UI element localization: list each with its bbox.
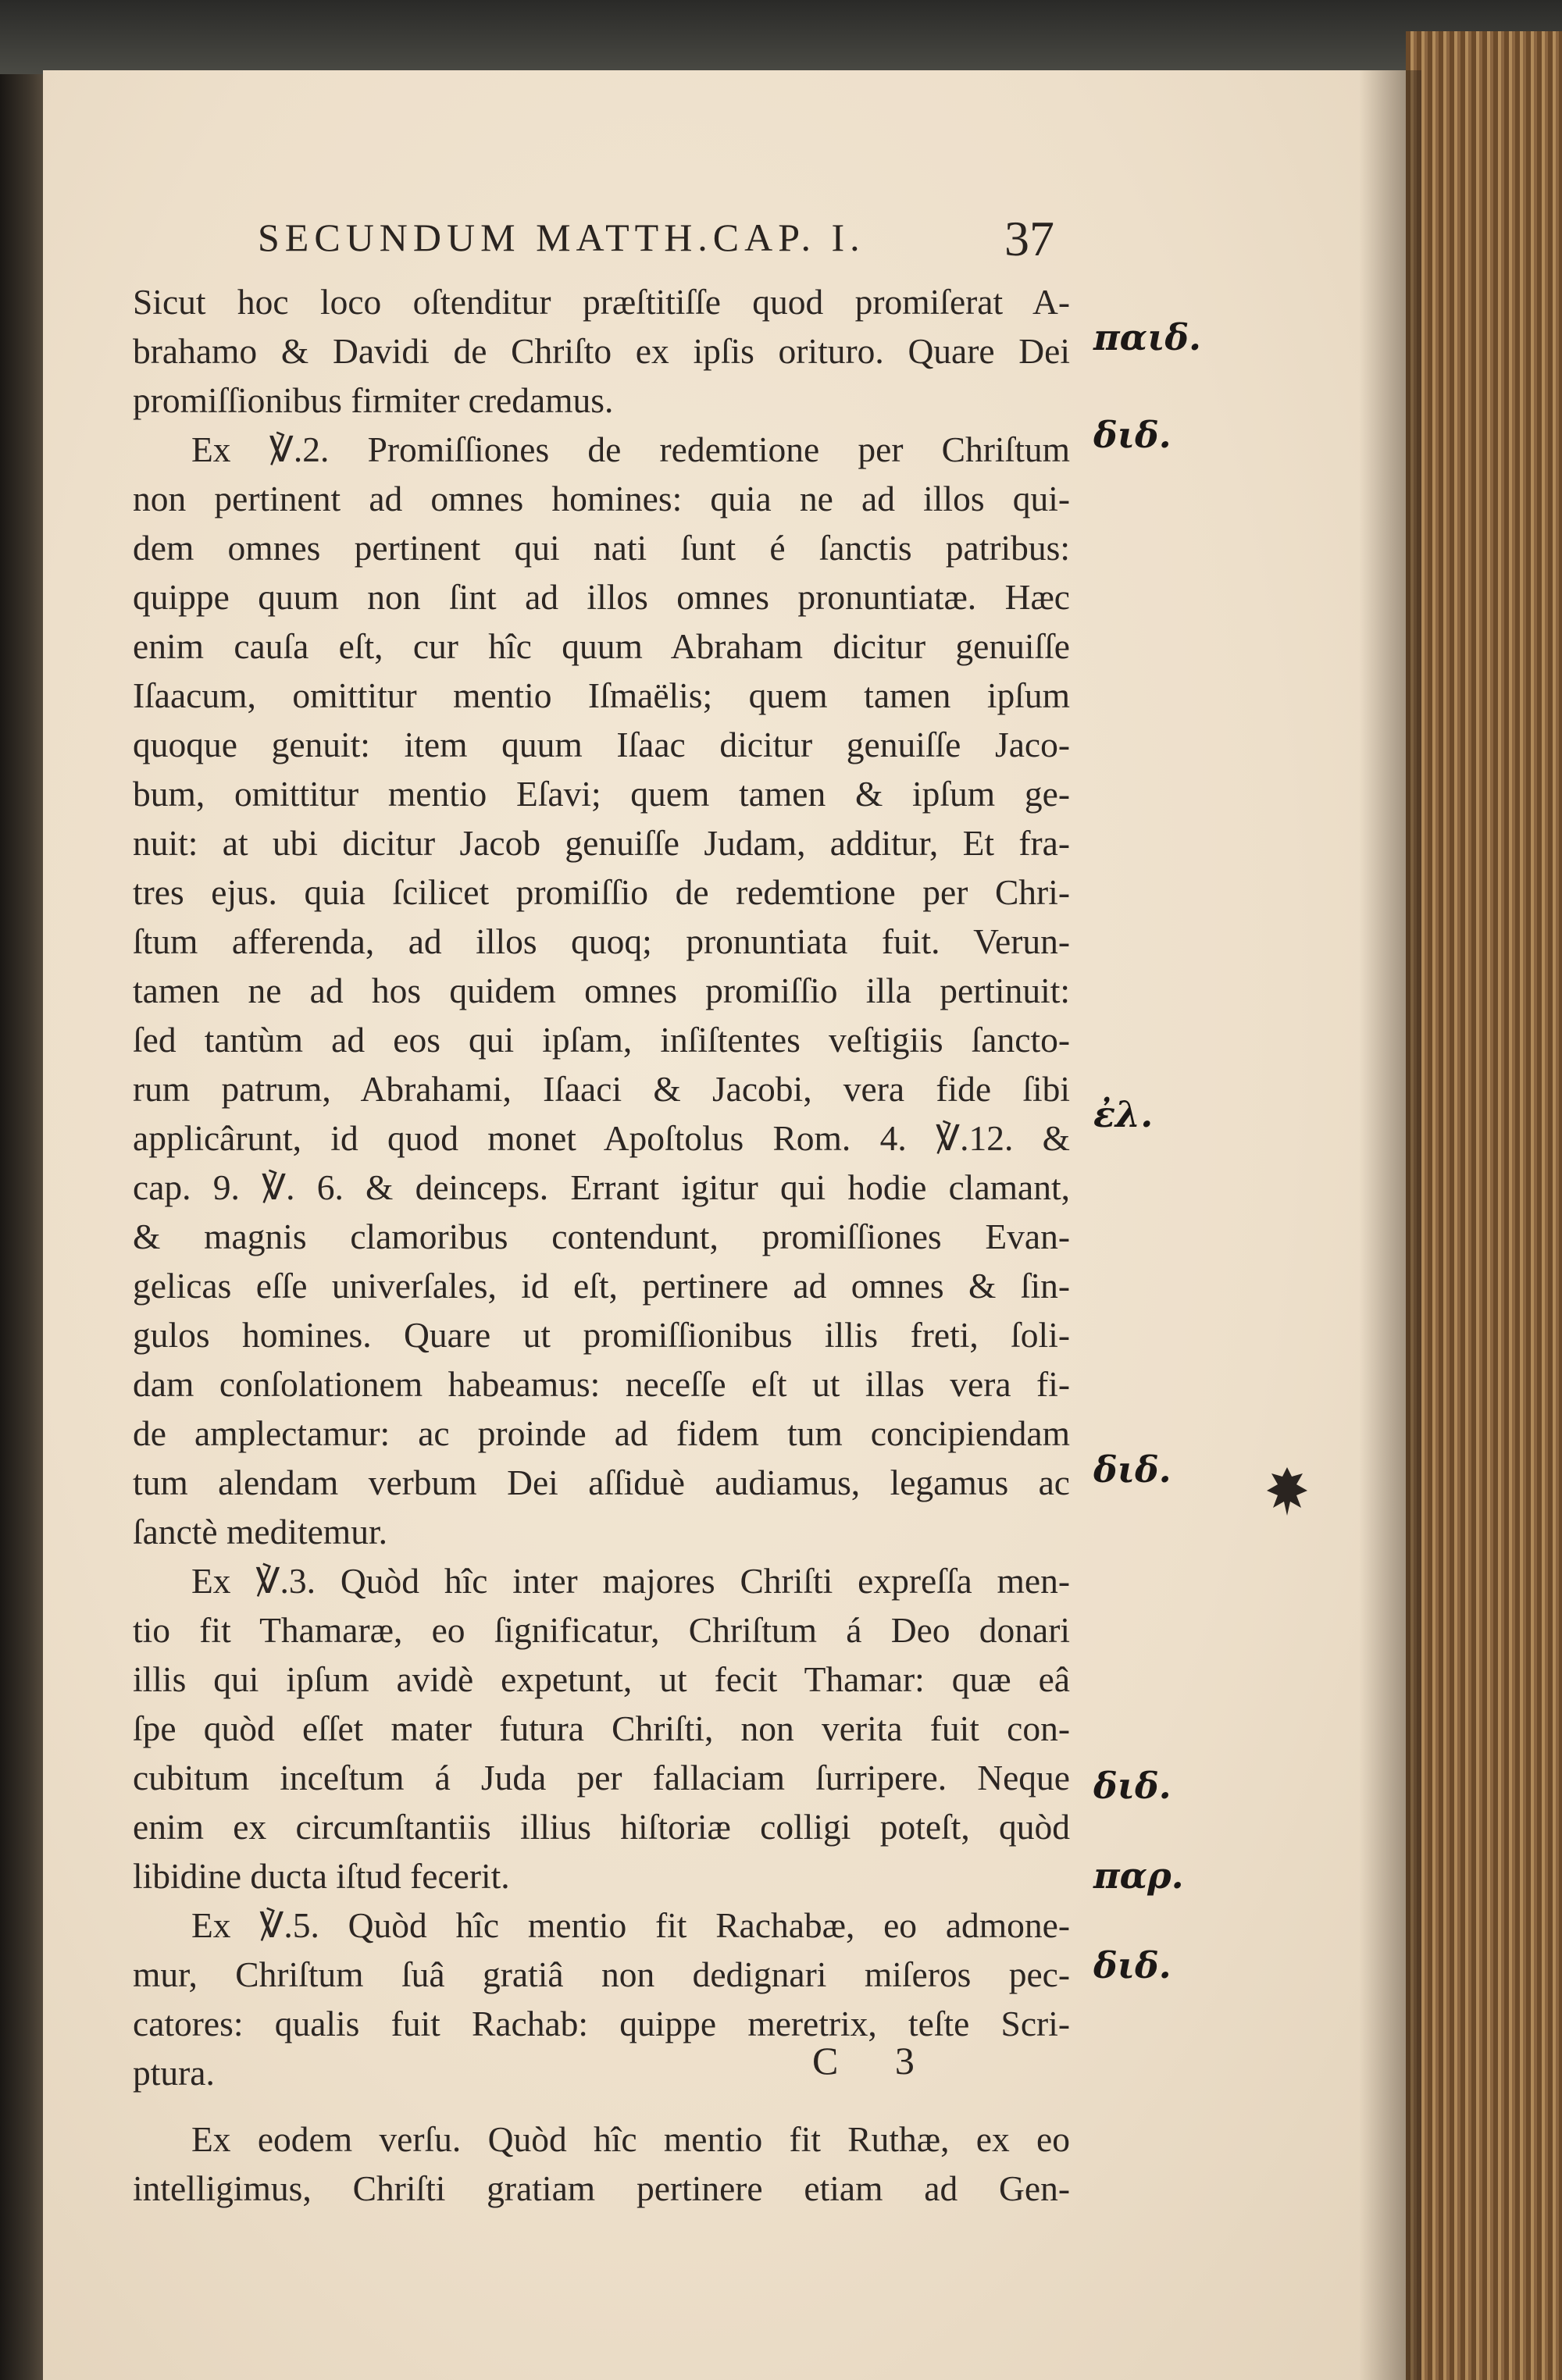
text-line: ſed tantùm ad eos qui ipſam, inſiſtentes veſtigiis ſancto- <box>133 1020 1070 1060</box>
text-line: applicârunt, id quod monet Apoſtolus Rom. 4. ℣.12. & <box>133 1118 1070 1158</box>
page-block-edges <box>1406 31 1562 2380</box>
margin-note: παιδ. <box>1093 316 1202 358</box>
text-line: cap. 9. ℣. 6. & deinceps. Errant igitur qui hodie clamant, <box>133 1167 1070 1207</box>
text-line: dam conſolationem habeamus: neceſſe eſt ut illas vera fi- <box>133 1364 1070 1404</box>
text-line: ſpe quòd eſſet mater futura Chriſti, non verita fuit con- <box>133 1708 1070 1748</box>
text-line: tio fit Thamaræ, eo ſignificatur, Chriſtum á Deo donari <box>133 1610 1070 1650</box>
text-line: Ex ℣.3. Quòd hîc inter majores Chriſti expreſſa men- <box>191 1561 1070 1601</box>
margin-note: διδ. <box>1093 414 1172 456</box>
text-body <box>133 277 1070 2213</box>
text-line: ptura. <box>133 2053 215 2093</box>
margin-note: διδ. <box>1093 1765 1172 1807</box>
text-line: cubitum inceſtum á Juda per fallaciam ſurripere. Neque <box>133 1758 1070 1797</box>
text-line: enim ex circumſtantiis illius hiſtoriæ colligi poteſt, quòd <box>133 1807 1070 1847</box>
margin-note: διδ. <box>1093 1944 1172 1986</box>
text-line: tamen ne ad hos quidem omnes promiſſio illa pertinuit: <box>133 971 1070 1010</box>
margin-note: παρ. <box>1093 1854 1184 1897</box>
text-line: ſanctè meditemur. <box>133 1512 387 1552</box>
text-line: bum, omittitur mentio Eſavi; quem tamen & ipſum ge- <box>133 774 1070 814</box>
text-line: brahamo & Davidi de Chriſto ex ipſis orituro. Quare Dei <box>133 331 1070 371</box>
text-line: promiſſionibus firmiter credamus. <box>133 380 614 420</box>
text-line: Ex ℣.5. Quòd hîc mentio fit Rachabæ, eo admone- <box>191 1905 1070 1945</box>
text-line: catores: qualis fuit Rachab: quippe meretrix, teſte Scri- <box>133 2004 1070 2043</box>
text-line: Ex eodem verſu. Quòd hîc mentio fit Ruthæ, ex eo <box>191 2119 1070 2159</box>
text-line: quoque genuit: item quum Iſaac dicitur genuiſſe Jaco- <box>133 725 1070 764</box>
text-line: libidine ducta iſtud fecerit. <box>133 1856 510 1896</box>
running-head <box>258 211 1054 277</box>
margin-note: διδ. <box>1093 1448 1172 1491</box>
text-line: non pertinent ad omnes homines: quia ne ad illos qui- <box>133 479 1070 518</box>
text-line: mur, Chriſtum ſuâ gratiâ non dedignari miſeros pec- <box>133 1954 1070 1994</box>
text-line: enim cauſa eſt, cur hîc quum Abraham dicitur genuiſſe <box>133 626 1070 666</box>
signature-mark: C 3 <box>812 2039 938 2082</box>
text-line: dem omnes pertinent qui nati ſunt é ſanctis patribus: <box>133 528 1070 568</box>
text-line: Sicut hoc loco oſtenditur præſtitiſſe quod promiſerat A- <box>133 282 1070 322</box>
text-line: de amplectamur: ac proinde ad fidem tum concipiendam <box>133 1413 1070 1453</box>
text-line: rum patrum, Abrahami, Iſaaci & Jacobi, vera fide ſibi <box>133 1069 1070 1109</box>
text-line: gelicas eſſe univerſales, id eſt, pertinere ad omnes & ſin- <box>133 1266 1070 1306</box>
text-line: nuit: at ubi dicitur Jacob genuiſſe Judam, additur, Et fra- <box>133 823 1070 863</box>
text-line: & magnis clamoribus contendunt, promiſſiones Evan- <box>133 1217 1070 1256</box>
text-line: gulos homines. Quare ut promiſſionibus illis freti, ſoli- <box>133 1315 1070 1355</box>
ornament-icon <box>1265 1464 1309 1519</box>
running-head-title: SECUNDUM MATTH.CAP. I. <box>258 216 865 259</box>
top-book-edge <box>0 0 1562 74</box>
left-page-edge <box>0 0 47 2380</box>
text-line: quippe quum non ſint ad illos omnes pronuntiatæ. Hæc <box>133 577 1070 617</box>
folio-number: 37 <box>1004 211 1054 266</box>
text-line: illis qui ipſum avidè expetunt, ut fecit Thamar: quæ eâ <box>133 1659 1070 1699</box>
text-line: tres ejus. quia ſcilicet promiſſio de redemtione per Chri- <box>133 872 1070 912</box>
text-line: intelligimus, Chriſti gratiam pertinere etiam ad Gen- <box>133 2168 1070 2208</box>
text-line: tum alendam verbum Dei aſſiduè audiamus, legamus ac <box>133 1463 1070 1502</box>
margin-note: ἐλ. <box>1093 1093 1154 1135</box>
text-line: Iſaacum, omittitur mentio Iſmaëlis; quem tamen ipſum <box>133 675 1070 715</box>
text-line: ſtum afferenda, ad illos quoq; pronuntiata fuit. Verun- <box>133 921 1070 961</box>
gutter-shadow <box>1359 70 1421 2380</box>
text-line: Ex ℣.2. Promiſſiones de redemtione per Chriſtum <box>191 429 1070 469</box>
